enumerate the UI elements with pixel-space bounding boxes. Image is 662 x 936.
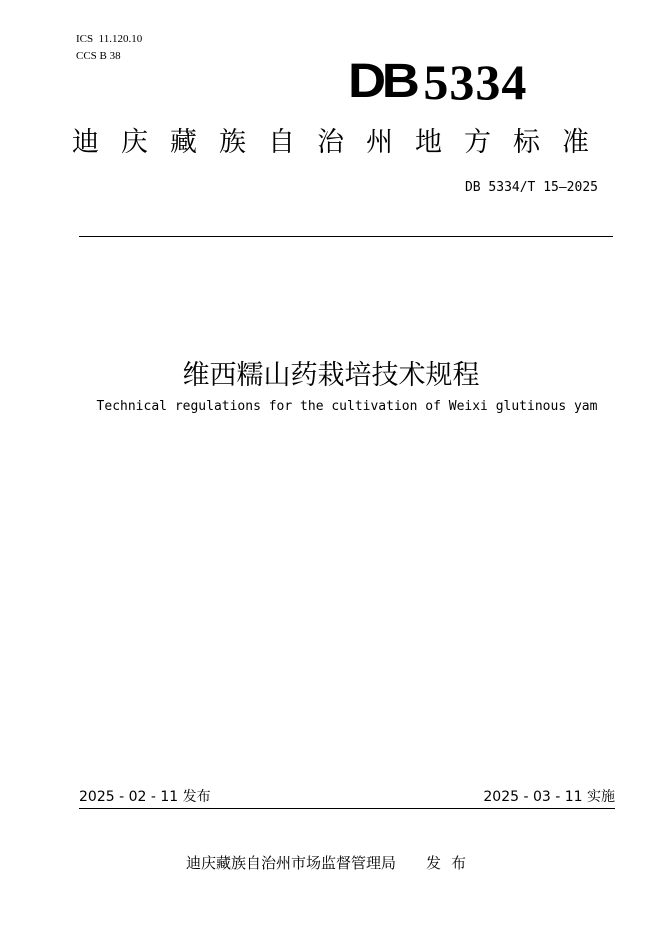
db-logo-number: 5334 <box>423 54 528 110</box>
document-title-english: Technical regulations for the cultivation of Weixi glutinous yam <box>96 399 598 414</box>
db-logo <box>348 54 528 110</box>
bottom-divider <box>79 808 615 809</box>
issuer-name: 迪庆藏族自治州市场监督管理局 <box>185 854 396 872</box>
implementation-date: 2025 - 03 - 11 实施 <box>483 789 615 805</box>
standard-category-title: 迪庆藏族自治州地方标准 <box>72 127 611 158</box>
ics-code: ICS 11.120.10 <box>76 33 143 45</box>
top-divider <box>79 236 613 237</box>
issuer-action: 发布 <box>426 854 477 872</box>
db-logo-mark: DB <box>348 55 416 108</box>
issue-date: 2025 - 02 - 11 发布 <box>79 789 211 805</box>
issuer-line <box>0 853 662 873</box>
document-title-chinese: 维西糯山药栽培技术规程 <box>182 360 480 391</box>
ccs-code: CCS B 38 <box>76 50 121 62</box>
standard-code: DB 5334/T 15—2025 <box>464 180 598 195</box>
